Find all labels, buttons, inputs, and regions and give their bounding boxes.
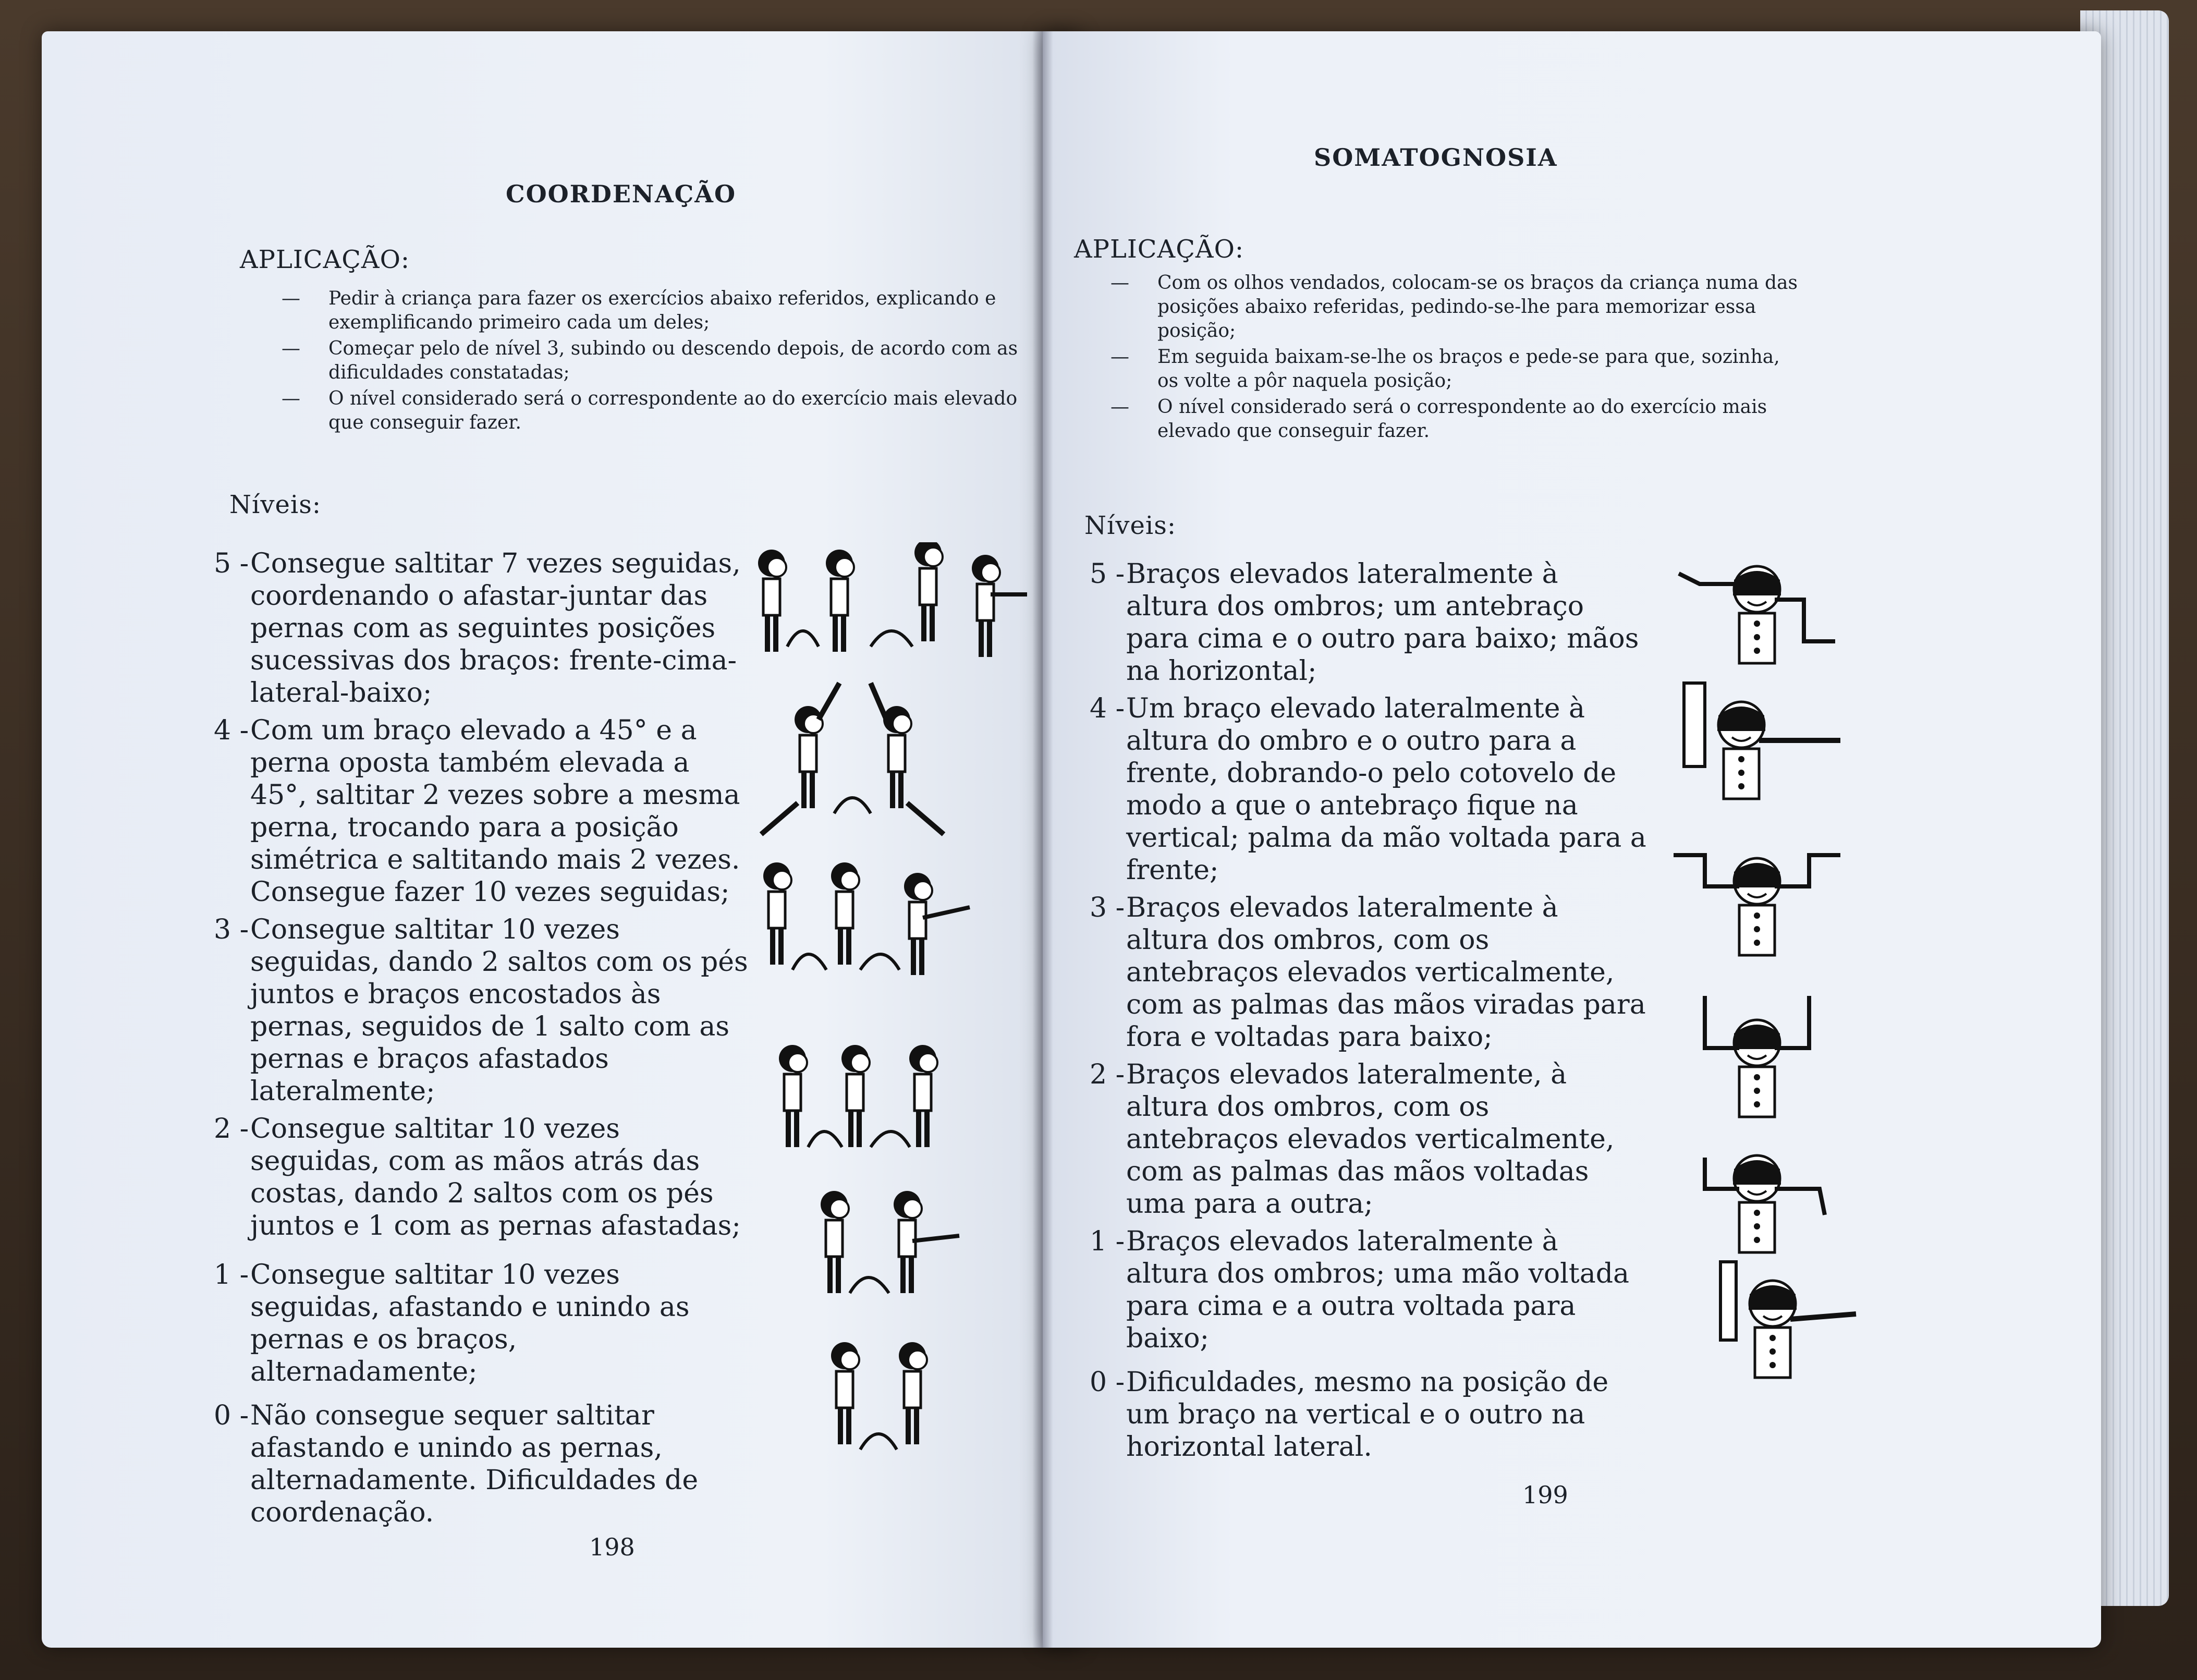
page-number: 198 bbox=[589, 1533, 635, 1561]
level-item: 0 - Não consegue sequer saltitar afastando e unindo as pernas, alternadamente. Dificuldades de coordenação. bbox=[214, 1400, 699, 1528]
left-page bbox=[42, 31, 1079, 1648]
figure-level-5 bbox=[1679, 566, 1835, 663]
figure-level-4 bbox=[761, 683, 944, 834]
level-item: 2 - Consegue saltitar 10 vezes seguidas, com as mãos atrás das costas, dando 2 saltos com os pés juntos e 1 com as pernas afastadas; bbox=[214, 1113, 741, 1241]
level-item: 2 - Braços elevados lateralmente, à altura dos ombros, com os antebraços elevados verticalmente, com as palmas das mãos voltadas uma para a outra; bbox=[1090, 1059, 1615, 1220]
figure-level-3 bbox=[1674, 855, 1840, 955]
levels-list bbox=[214, 547, 751, 1534]
level-item: 3 - Braços elevados lateralmente à altura dos ombros, com os antebraços elevados verticalmente, com as palmas das mãos viradas para fora e voltadas para baixo; bbox=[1090, 892, 1646, 1053]
page-title: COORDENAÇÃO bbox=[506, 180, 737, 208]
level-item: 4 - Com um braço elevado a 45° e a perna oposta também elevada a 45°, saltitar 2 vezes sobre a mesma perna, trocando para a posição simétrica e saltitando mais 2 vezes. Consegue fazer 10 vezes seguidas; bbox=[214, 715, 740, 908]
right-page bbox=[1043, 31, 2101, 1648]
level-item: 1 - Consegue saltitar 10 vezes seguidas, afastando e unindo as pernas e os braços, alternadamente; bbox=[214, 1259, 690, 1387]
level-item: 3 - Consegue saltitar 10 vezes seguidas, dando 2 saltos com os pés juntos e braços encostados às pernas, seguidos de 1 salto com as pernas e braços afastados lateralmente; bbox=[214, 914, 748, 1107]
figure-level-2 bbox=[779, 1045, 937, 1147]
application-bullets bbox=[282, 287, 1053, 437]
bullet-item: — Começar pelo de nível 3, subindo ou descendo depois, de acordo com as dificuldades constatadas; bbox=[282, 338, 1018, 383]
level-item: 5 - Braços elevados lateralmente à altura dos ombros; um antebraço para cima e o outro para baixo; mãos na horizontal; bbox=[1090, 558, 1639, 687]
figure-level-4 bbox=[1684, 683, 1840, 799]
figure-level-0 bbox=[1720, 1262, 1856, 1378]
bullet-item: — O nível considerado será o correspondente ao do exercício mais elevado que conseguir fazer. bbox=[1110, 396, 1767, 442]
somatognosia-illustrations bbox=[1647, 553, 1866, 1387]
book-gutter bbox=[1032, 31, 1053, 1648]
application-bullets bbox=[1110, 271, 1804, 445]
levels-label: Níveis: bbox=[1084, 511, 1177, 540]
figure-level-1 bbox=[821, 1191, 959, 1293]
level-item: 4 - Um braço elevado lateralmente à altura do ombro e o outro para a frente, dobrando-o pelo cotovelo de modo a que o antebraço fique na vertical; palma da mão voltada para a frente; bbox=[1090, 693, 1646, 886]
page-title: SOMATOGNOSIA bbox=[1314, 143, 1558, 172]
bullet-item: — Pedir à criança para fazer os exercícios abaixo referidos, explicando e exemplificando primeiro cada um deles; bbox=[282, 288, 996, 333]
figure-level-1 bbox=[1705, 1155, 1825, 1252]
page-number: 199 bbox=[1522, 1481, 1568, 1509]
level-item: 1 - Braços elevados lateralmente à altura dos ombros; uma mão voltada para cima e a outra voltada para baixo; bbox=[1090, 1226, 1629, 1354]
levels-list bbox=[1090, 558, 1647, 1468]
bullet-item: — Com os olhos vendados, colocam-se os braços da criança numa das posições abaixo referidas, pedindo-se-lhe para memorizar essa posição; bbox=[1110, 272, 1798, 342]
levels-label: Níveis: bbox=[229, 490, 322, 519]
figure-level-2 bbox=[1705, 996, 1809, 1117]
figure-level-5 bbox=[758, 542, 1027, 657]
figure-level-3 bbox=[763, 862, 970, 975]
application-label: APLICAÇÃO: bbox=[1074, 235, 1244, 264]
level-item: 5 - Consegue saltitar 7 vezes seguidas, coordenando o afastar-juntar das pernas com as seguintes posições sucessivas dos braços: frente-cima-lateral-baixo; bbox=[214, 548, 741, 709]
coordination-illustrations bbox=[740, 542, 1032, 1470]
bullet-item: — Em seguida baixam-se-lhe os braços e pede-se para que, sozinha, os volte a pôr naquela posição; bbox=[1110, 346, 1780, 392]
level-item: 0 - Dificuldades, mesmo na posição de um braço na vertical e o outro na horizontal lateral. bbox=[1090, 1367, 1609, 1463]
application-label: APLICAÇÃO: bbox=[240, 245, 410, 274]
bullet-item: — O nível considerado será o correspondente ao do exercício mais elevado que conseguir fazer. bbox=[282, 388, 1018, 433]
figure-level-0 bbox=[831, 1342, 927, 1450]
